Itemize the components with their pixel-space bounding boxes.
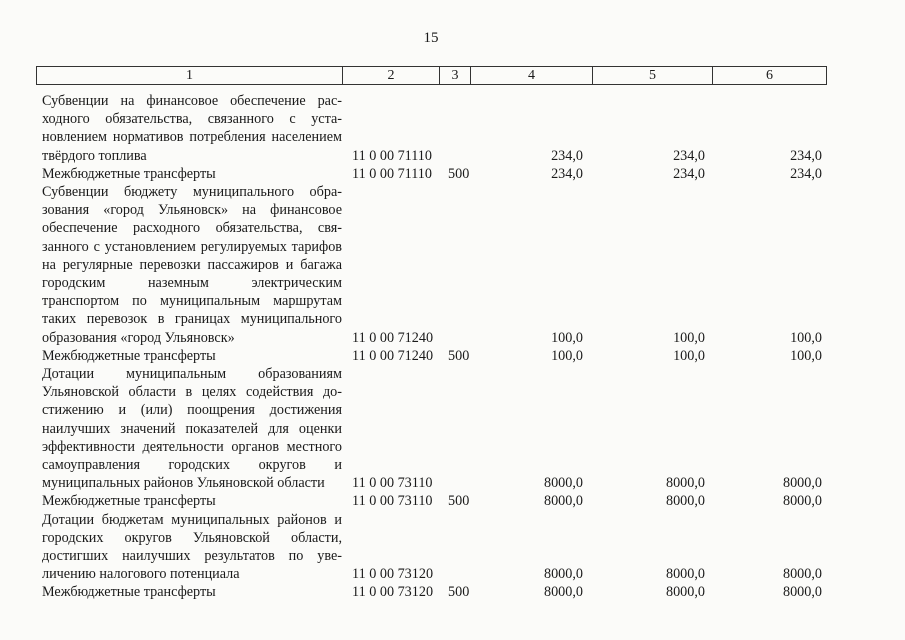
row-value-col6: 8000,0 xyxy=(782,584,822,601)
row-description: Дотации муниципальным образованиям Ульяновской области в целях содействия достижению и (или) поощрения достижения наилучших значений показателей для оценки эффективности деятельности органов местного самоуправления городских округов и муниципальных районов Ульяновской области xyxy=(42,366,342,492)
row-value-col5: 100,0 xyxy=(673,329,705,346)
budget-rows xyxy=(0,92,905,602)
header-col-5: 5 xyxy=(593,67,713,85)
row-value-col6: 234,0 xyxy=(790,165,822,182)
row-value-col6: 100,0 xyxy=(790,347,822,364)
row-description: Межбюджетные трансферты xyxy=(42,584,216,601)
row-value-col4: 8000,0 xyxy=(543,493,583,510)
page-number: 15 xyxy=(423,30,439,46)
row-description: Межбюджетные трансферты xyxy=(42,165,216,182)
row-value-col5: 234,0 xyxy=(673,165,705,182)
row-value-col5: 8000,0 xyxy=(665,566,705,583)
row-value-col5: 8000,0 xyxy=(665,584,705,601)
header-col-4: 4 xyxy=(471,67,593,85)
row-value-col4: 234,0 xyxy=(551,165,583,182)
row-description: Субвенции на финансовое обеспечение расходного обязательства, связанного с установлением нормативов потребления населением твёрдого топлива xyxy=(42,93,342,164)
row-description: Субвенции бюджету муниципального образования «город Ульяновск» на финансовое обеспечение расходного обязательства, связанного с установлением регулируемых тарифов на регулярные перевозки пассажиров и багажа городским наземным электрическим транспортом по муниципальным маршрутам таких перевозок в границах муниципального образования «город Ульяновск» xyxy=(42,184,342,346)
row-expense-type: 500 xyxy=(448,584,470,601)
row-description: Межбюджетные трансферты xyxy=(42,493,216,510)
row-value-col6: 100,0 xyxy=(790,329,822,346)
row-value-col6: 8000,0 xyxy=(782,566,822,583)
row-code: 11 0 00 73110 xyxy=(352,493,433,510)
column-header-table xyxy=(36,66,827,85)
table-row xyxy=(0,183,905,347)
row-value-col4: 100,0 xyxy=(551,329,583,346)
row-code: 11 0 00 71110 xyxy=(352,147,432,164)
row-value-col5: 8000,0 xyxy=(665,475,705,492)
row-value-col4: 234,0 xyxy=(551,147,583,164)
table-row xyxy=(0,492,905,510)
row-code: 11 0 00 73110 xyxy=(352,475,433,492)
row-expense-type: 500 xyxy=(448,493,470,510)
row-code: 11 0 00 73120 xyxy=(352,584,434,601)
table-row xyxy=(0,92,905,165)
row-description: Межбюджетные трансферты xyxy=(42,347,216,364)
row-value-col4: 8000,0 xyxy=(543,584,583,601)
row-code: 11 0 00 71240 xyxy=(352,347,434,364)
header-col-3: 3 xyxy=(440,67,471,85)
header-col-2: 2 xyxy=(343,67,440,85)
table-row xyxy=(0,165,905,183)
row-value-col5: 100,0 xyxy=(673,347,705,364)
row-value-col6: 8000,0 xyxy=(782,475,822,492)
row-value-col5: 8000,0 xyxy=(665,493,705,510)
header-col-1: 1 xyxy=(37,67,343,85)
row-code: 11 0 00 73120 xyxy=(352,566,434,583)
header-row xyxy=(37,67,827,85)
row-value-col4: 100,0 xyxy=(551,347,583,364)
row-description: Дотации бюджетам муниципальных районов и городских округов Ульяновской области, достигших наилучших результатов по увеличению налогового потенциала xyxy=(42,511,342,583)
header-col-6: 6 xyxy=(713,67,827,85)
row-value-col6: 8000,0 xyxy=(782,493,822,510)
row-expense-type: 500 xyxy=(448,165,470,182)
row-value-col6: 234,0 xyxy=(790,147,822,164)
row-value-col4: 8000,0 xyxy=(543,475,583,492)
table-row xyxy=(0,365,905,492)
table-row xyxy=(0,583,905,601)
row-expense-type: 500 xyxy=(448,347,470,364)
table-row xyxy=(0,511,905,584)
row-code: 11 0 00 71240 xyxy=(352,329,434,346)
table-row xyxy=(0,347,905,365)
row-value-col4: 8000,0 xyxy=(543,566,583,583)
row-code: 11 0 00 71110 xyxy=(352,165,432,182)
row-value-col5: 234,0 xyxy=(673,147,705,164)
